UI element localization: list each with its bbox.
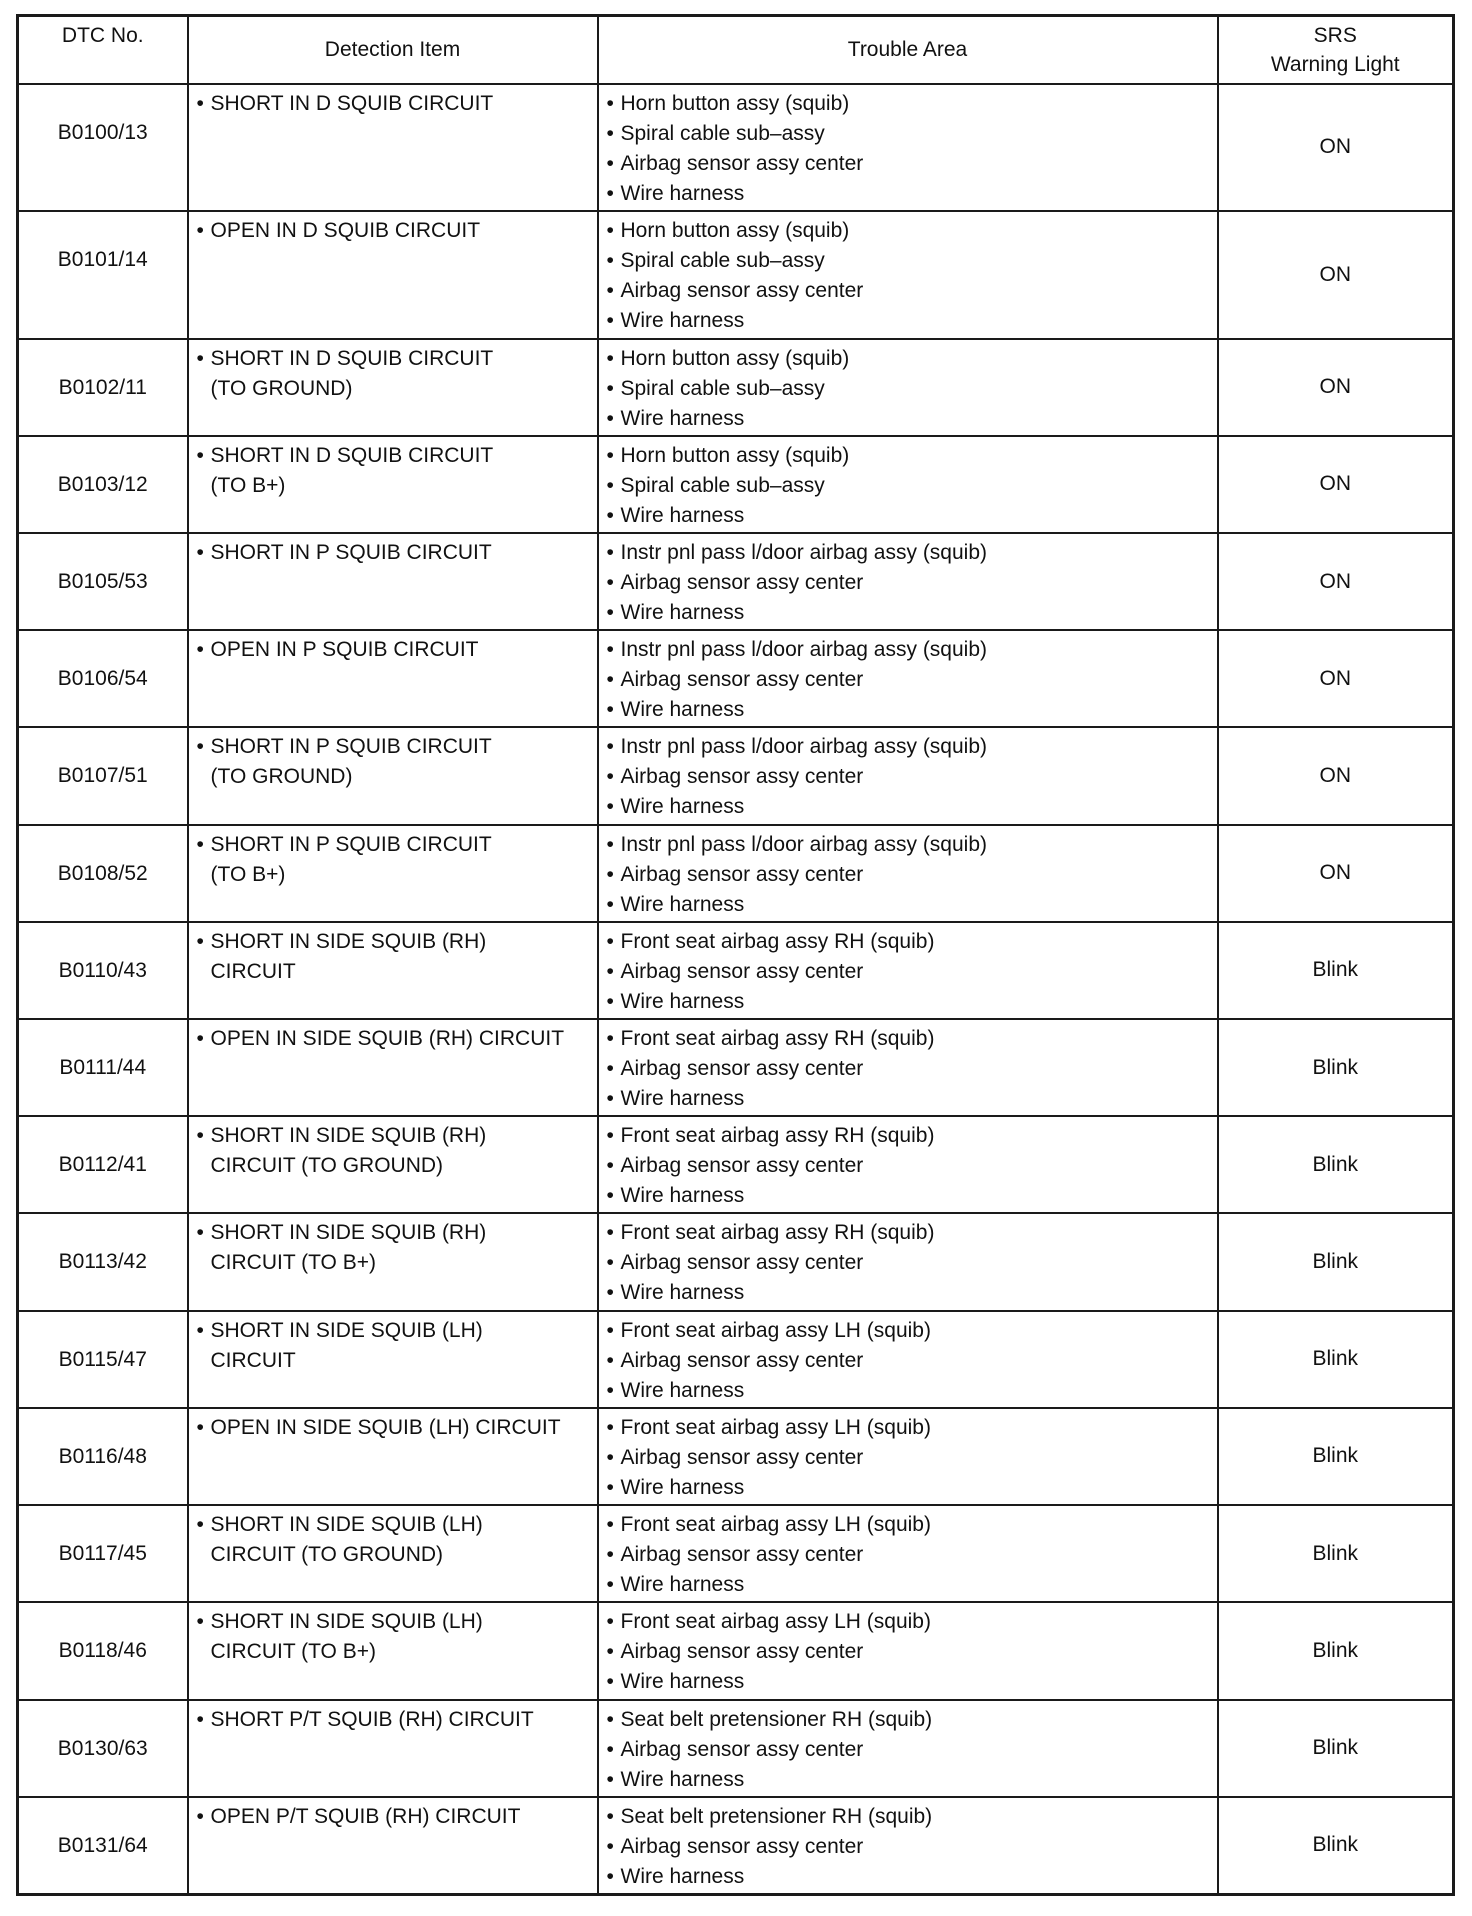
trouble-area-cell [598,1213,1218,1310]
srs-light-status: Blink [1312,1347,1359,1371]
srs-light-cell [1218,1019,1454,1116]
trouble-area-item: • Wire harness [607,792,1211,822]
detection-line: • SHORT IN D SQUIB CIRCUIT [197,441,591,471]
trouble-area-item: • Horn button assy (squib) [607,344,1211,374]
dtc-cell [18,1408,188,1505]
trouble-area-item: • Instr pnl pass l/door airbag assy (squib) [607,538,1211,568]
srs-light-cell [1218,1408,1454,1505]
detection-cell [188,1505,598,1602]
detection-line: • SHORT IN SIDE SQUIB (RH) [197,1121,591,1151]
detection-line: • OPEN IN P SQUIB CIRCUIT [197,635,591,665]
trouble-area-item: • Wire harness [607,1862,1211,1892]
trouble-area-item: • Instr pnl pass l/door airbag assy (squib) [607,830,1211,860]
trouble-area-item: • Airbag sensor assy center [607,1832,1211,1862]
trouble-area-item: • Wire harness [607,306,1211,336]
dtc-cell [18,339,188,436]
header-row [18,16,1454,84]
srs-light-cell [1218,1505,1454,1602]
detection-cell [188,727,598,824]
srs-light-status: ON [1319,569,1351,593]
detection-cell [188,1116,598,1213]
trouble-area-item: • Horn button assy (squib) [607,89,1211,119]
trouble-area-item: • Wire harness [607,501,1211,531]
detection-line: • SHORT IN SIDE SQUIB (LH) [197,1510,591,1540]
trouble-area-item: • Wire harness [607,890,1211,920]
detection-line: (TO GROUND) [210,765,353,789]
trouble-area-cell [598,630,1218,727]
trouble-area-item: • Instr pnl pass l/door airbag assy (squib) [607,635,1211,665]
trouble-area-cell [598,1116,1218,1213]
srs-light-status: Blink [1312,1250,1359,1274]
detection-line: • OPEN P/T SQUIB (RH) CIRCUIT [197,1802,591,1832]
dtc-code: B0115/47 [58,1347,147,1371]
srs-light-status: ON [1319,375,1351,399]
dtc-code: B0108/52 [57,861,148,885]
trouble-area-item: • Airbag sensor assy center [607,1151,1211,1181]
dtc-code: B0103/12 [57,472,148,496]
detection-line: CIRCUIT [210,959,296,983]
detection-cell [188,339,598,436]
dtc-cell [18,1019,188,1116]
detection-line: • SHORT IN P SQUIB CIRCUIT [197,732,591,762]
trouble-area-item: • Wire harness [607,1765,1211,1795]
trouble-area-item: • Wire harness [607,1181,1211,1211]
srs-light-cell [1218,533,1454,630]
dtc-code: B0112/41 [58,1153,147,1177]
dtc-code: B0113/42 [58,1250,147,1274]
header-dtc-label: DTC No. [61,24,144,47]
trouble-area-item: • Airbag sensor assy center [607,276,1211,306]
trouble-area-item: • Horn button assy (squib) [607,216,1211,246]
detection-cell [188,1408,598,1505]
dtc-cell [18,825,188,922]
trouble-area-cell [598,1797,1218,1895]
trouble-area-item: • Airbag sensor assy center [607,1443,1211,1473]
trouble-area-cell [598,533,1218,630]
dtc-cell [18,727,188,824]
srs-light-status: ON [1319,262,1351,286]
trouble-area-item: • Airbag sensor assy center [607,860,1211,890]
table-row [18,533,1454,630]
trouble-area-item: • Front seat airbag assy RH (squib) [607,1024,1211,1054]
detection-line: CIRCUIT (TO GROUND) [210,1154,444,1178]
trouble-area-cell [598,436,1218,533]
detection-line: • SHORT IN P SQUIB CIRCUIT [197,538,591,568]
srs-light-status: Blink [1312,1541,1359,1565]
trouble-area-cell [598,1505,1218,1602]
trouble-area-item: • Wire harness [607,1084,1211,1114]
trouble-area-item: • Wire harness [607,1570,1211,1600]
dtc-code: B0111/44 [59,1056,147,1080]
table-row [18,1602,1454,1699]
table-row [18,1505,1454,1602]
dtc-cell [18,533,188,630]
detection-line: CIRCUIT (TO GROUND) [210,1543,444,1567]
dtc-cell [18,1797,188,1895]
table-row [18,84,1454,212]
dtc-code: B0110/43 [58,958,147,982]
dtc-code: B0107/51 [57,764,148,788]
trouble-area-item: • Front seat airbag assy LH (squib) [607,1316,1211,1346]
trouble-area-item: • Front seat airbag assy LH (squib) [607,1510,1211,1540]
table-row [18,1700,1454,1797]
table-body [18,84,1454,1895]
detection-line: • OPEN IN SIDE SQUIB (RH) CIRCUIT [197,1024,591,1054]
dtc-code: B0105/53 [57,570,148,594]
srs-light-cell [1218,1602,1454,1699]
detection-line: • SHORT IN SIDE SQUIB (RH) [197,927,591,957]
trouble-area-item: • Spiral cable sub–assy [607,471,1211,501]
table-row [18,339,1454,436]
dtc-code: B0101/14 [57,248,148,272]
trouble-area-item: • Spiral cable sub–assy [607,119,1211,149]
dtc-cell [18,630,188,727]
dtc-code: B0106/54 [57,667,148,691]
srs-light-cell [1218,922,1454,1019]
trouble-area-item: • Seat belt pretensioner RH (squib) [607,1705,1211,1735]
srs-light-cell [1218,1797,1454,1895]
srs-light-status: ON [1319,861,1351,885]
detection-cell [188,533,598,630]
srs-light-status: Blink [1312,1833,1359,1857]
detection-line: • SHORT IN SIDE SQUIB (LH) [197,1607,591,1637]
trouble-area-item: • Airbag sensor assy center [607,665,1211,695]
table-row [18,922,1454,1019]
table-row [18,436,1454,533]
trouble-area-item: • Front seat airbag assy LH (squib) [607,1413,1211,1443]
table-row [18,630,1454,727]
detection-line: • SHORT IN D SQUIB CIRCUIT [197,89,591,119]
detection-cell [188,922,598,1019]
table-row [18,1213,1454,1310]
dtc-table [16,14,1455,1896]
srs-light-status: Blink [1312,1055,1359,1079]
header-warning-light-label: Warning Light [1270,52,1400,76]
trouble-area-item: • Front seat airbag assy RH (squib) [607,1218,1211,1248]
srs-light-cell [1218,727,1454,824]
dtc-code: B0102/11 [58,375,147,399]
detection-line: (TO GROUND) [210,376,353,400]
detection-line: CIRCUIT [210,1348,296,1372]
srs-light-status: Blink [1312,1736,1359,1760]
detection-cell [188,211,598,339]
table-row [18,1408,1454,1505]
trouble-area-item: • Airbag sensor assy center [607,1248,1211,1278]
trouble-area-item: • Wire harness [607,1667,1211,1697]
trouble-area-item: • Instr pnl pass l/door airbag assy (squib) [607,732,1211,762]
trouble-area-cell [598,211,1218,339]
detection-line: (TO B+) [210,862,286,886]
trouble-area-item: • Wire harness [607,598,1211,628]
srs-light-cell [1218,436,1454,533]
trouble-area-item: • Wire harness [607,404,1211,434]
trouble-area-item: • Airbag sensor assy center [607,1346,1211,1376]
trouble-area-item: • Airbag sensor assy center [607,1540,1211,1570]
dtc-cell [18,1116,188,1213]
trouble-area-item: • Spiral cable sub–assy [607,374,1211,404]
detection-line: (TO B+) [210,473,286,497]
dtc-code: B0116/48 [58,1444,147,1468]
dtc-cell [18,1700,188,1797]
table-row [18,825,1454,922]
header-detection-label: Detection Item [324,38,461,62]
detection-line: • SHORT IN D SQUIB CIRCUIT [197,344,591,374]
table-row [18,1797,1454,1895]
detection-line: • SHORT IN P SQUIB CIRCUIT [197,830,591,860]
srs-light-cell [1218,1116,1454,1213]
trouble-area-item: • Wire harness [607,1376,1211,1406]
trouble-area-cell [598,84,1218,212]
trouble-area-cell [598,825,1218,922]
detection-cell [188,1213,598,1310]
header-trouble-area-label: Trouble Area [847,38,968,62]
srs-light-cell [1218,339,1454,436]
trouble-area-item: • Seat belt pretensioner RH (squib) [607,1802,1211,1832]
dtc-cell [18,922,188,1019]
srs-light-status: ON [1319,764,1351,788]
trouble-area-cell [598,922,1218,1019]
trouble-area-item: • Airbag sensor assy center [607,149,1211,179]
detection-cell [188,84,598,212]
detection-cell [188,1797,598,1895]
trouble-area-item: • Airbag sensor assy center [607,1735,1211,1765]
trouble-area-item: • Wire harness [607,179,1211,209]
detection-cell [188,825,598,922]
trouble-area-cell [598,727,1218,824]
srs-light-cell [1218,1700,1454,1797]
srs-light-status: ON [1319,666,1351,690]
trouble-area-item: • Front seat airbag assy LH (squib) [607,1607,1211,1637]
table-row [18,1019,1454,1116]
detection-cell [188,630,598,727]
table-row [18,1116,1454,1213]
dtc-cell [18,1505,188,1602]
detection-cell [188,1019,598,1116]
detection-cell [188,1602,598,1699]
trouble-area-item: • Airbag sensor assy center [607,1637,1211,1667]
detection-line: CIRCUIT (TO B+) [210,1251,376,1275]
header-dtc [18,16,188,84]
trouble-area-item: • Wire harness [607,987,1211,1017]
trouble-area-item: • Wire harness [607,695,1211,725]
trouble-area-item: • Spiral cable sub–assy [607,246,1211,276]
srs-light-cell [1218,1311,1454,1408]
dtc-cell [18,1213,188,1310]
trouble-area-item: • Horn button assy (squib) [607,441,1211,471]
trouble-area-cell [598,1311,1218,1408]
trouble-area-item: • Airbag sensor assy center [607,568,1211,598]
header-srs-label: SRS [1313,23,1357,47]
srs-light-status: ON [1319,135,1351,159]
trouble-area-item: • Airbag sensor assy center [607,957,1211,987]
trouble-area-item: • Front seat airbag assy RH (squib) [607,927,1211,957]
dtc-cell [18,436,188,533]
detection-cell [188,1311,598,1408]
detection-line: • SHORT P/T SQUIB (RH) CIRCUIT [197,1705,591,1735]
srs-light-status: Blink [1312,958,1359,982]
trouble-area-item: • Wire harness [607,1473,1211,1503]
srs-light-status: Blink [1312,1444,1359,1468]
dtc-code: B0130/63 [57,1736,148,1760]
trouble-area-item: • Airbag sensor assy center [607,762,1211,792]
dtc-cell [18,1311,188,1408]
detection-line: • SHORT IN SIDE SQUIB (LH) [197,1316,591,1346]
detection-cell [188,1700,598,1797]
header-detection [188,16,598,84]
trouble-area-cell [598,1408,1218,1505]
trouble-area-item: • Front seat airbag assy RH (squib) [607,1121,1211,1151]
trouble-area-cell [598,1700,1218,1797]
dtc-cell [18,1602,188,1699]
table-row [18,211,1454,339]
srs-light-cell [1218,825,1454,922]
table-row [18,1311,1454,1408]
dtc-code: B0117/45 [58,1542,147,1566]
trouble-area-item: • Airbag sensor assy center [607,1054,1211,1084]
dtc-cell [18,211,188,339]
srs-light-cell [1218,1213,1454,1310]
srs-light-status: ON [1319,472,1351,496]
dtc-code: B0118/46 [58,1639,147,1663]
srs-light-status: Blink [1312,1638,1359,1662]
header-trouble-area [598,16,1218,84]
dtc-code: B0131/64 [57,1833,148,1857]
detection-line: • OPEN IN D SQUIB CIRCUIT [197,216,591,246]
detection-cell [188,436,598,533]
dtc-cell [18,84,188,212]
detection-line: • SHORT IN SIDE SQUIB (RH) [197,1218,591,1248]
detection-line: • OPEN IN SIDE SQUIB (LH) CIRCUIT [197,1413,591,1443]
trouble-area-cell [598,1602,1218,1699]
trouble-area-cell [598,339,1218,436]
table-row [18,727,1454,824]
srs-light-cell [1218,84,1454,212]
header-srs-warning-light [1218,16,1454,84]
detection-line: CIRCUIT (TO B+) [210,1640,376,1664]
srs-light-cell [1218,630,1454,727]
trouble-area-cell [598,1019,1218,1116]
srs-light-cell [1218,211,1454,339]
srs-light-status: Blink [1312,1152,1359,1176]
dtc-code: B0100/13 [57,120,148,144]
trouble-area-item: • Wire harness [607,1278,1211,1308]
